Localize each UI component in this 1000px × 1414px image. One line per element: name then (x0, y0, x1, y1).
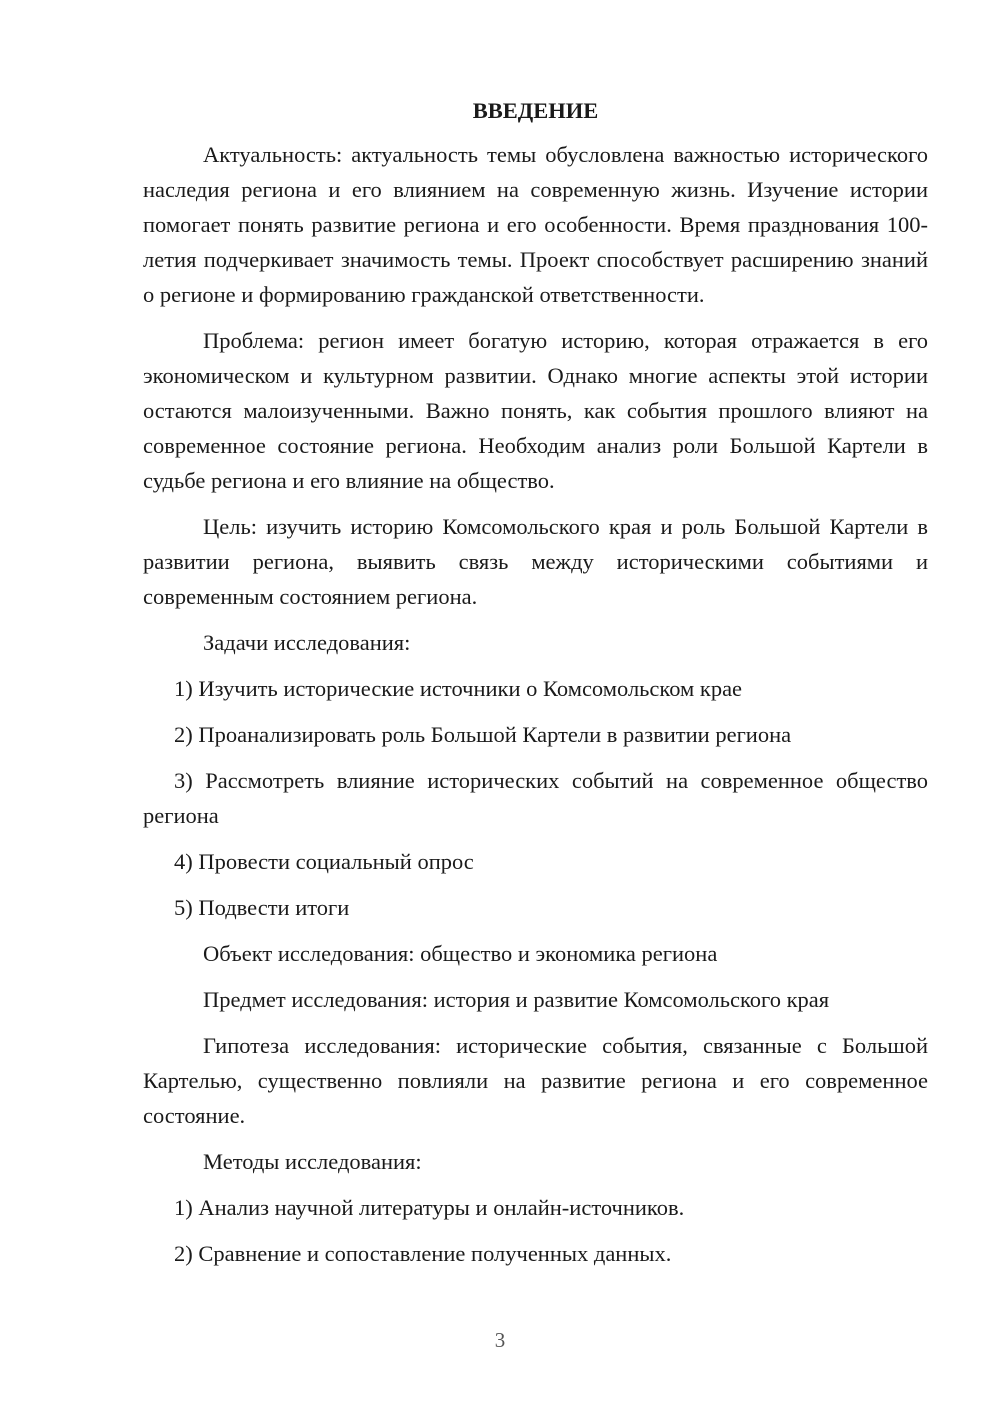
section-title: ВВЕДЕНИЕ (472, 98, 599, 123)
object-paragraph: Объект исследования: общество и экономика региона (203, 941, 718, 966)
method-item: 1) Анализ научной литературы и онлайн-источников. (174, 1195, 685, 1220)
task-item: 5) Подвести итоги (174, 895, 350, 920)
task-item: 2) Проанализировать роль Большой Картели в развитии региона (174, 722, 792, 747)
document-page (143, 94, 928, 1282)
methods-heading: Методы исследования: (203, 1149, 422, 1174)
page-number: 3 (494, 1328, 506, 1352)
task-item: 3) Рассмотреть влияние исторических событий на современное общество региона (143, 768, 928, 828)
problem-paragraph: Проблема: регион имеет богатую историю, которая отражается в его экономическом и культурном развитии. Однако многие аспекты этой истории остаются малоизученными. Важно понять, как события прошлого влияют на современное состояние региона. Необходим анализ роли Большой Картели в судьбе региона и его влияние на общество. (143, 328, 928, 493)
task-item: 4) Провести социальный опрос (174, 849, 474, 874)
method-item: 2) Сравнение и сопоставление полученных данных. (174, 1241, 672, 1266)
task-item: 1) Изучить исторические источники о Комсомольском крае (174, 676, 743, 701)
tasks-heading: Задачи исследования: (203, 630, 411, 655)
hypothesis-paragraph: Гипотеза исследования: исторические события, связанные с Большой Картелью, существенно повлияли на развитие региона и его современное состояние. (143, 1033, 928, 1128)
relevance-paragraph: Актуальность: актуальность темы обусловлена важностью исторического наследия региона и его влиянием на современную жизнь. Изучение истории помогает понять развитие региона и его особенности. Время празднования 100-летия подчеркивает значимость темы. Проект способствует расширению знаний о регионе и формированию гражданской ответственности. (143, 142, 928, 307)
subject-paragraph: Предмет исследования: история и развитие Комсомольского края (203, 987, 830, 1012)
goal-paragraph: Цель: изучить историю Комсомольского края и роль Большой Картели в развитии региона, выявить связь между историческими событиями и современным состоянием региона. (143, 514, 928, 609)
